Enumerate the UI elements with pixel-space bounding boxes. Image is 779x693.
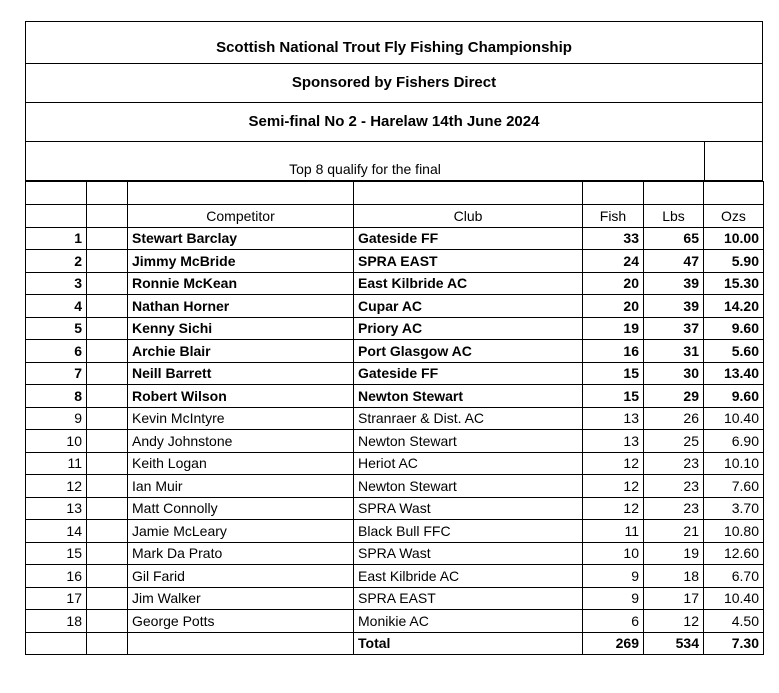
club-cell: Cupar AC — [354, 295, 583, 318]
table-row — [26, 385, 764, 408]
gap-cell — [87, 520, 128, 543]
position-cell: 3 — [26, 272, 87, 295]
results-sheet — [25, 21, 763, 655]
table-row — [26, 227, 764, 250]
ozs-cell: 10.40 — [704, 587, 764, 610]
ozs-cell: 7.60 — [704, 475, 764, 498]
gap-cell — [87, 565, 128, 588]
ozs-cell: 15.30 — [704, 272, 764, 295]
fish-cell: 15 — [583, 385, 644, 408]
table-row — [26, 520, 764, 543]
spacer-row — [26, 182, 764, 205]
ozs-cell: 10.80 — [704, 520, 764, 543]
header-club: Club — [354, 205, 583, 228]
club-cell: Priory AC — [354, 317, 583, 340]
header-ozs: Ozs — [704, 205, 764, 228]
table-row — [26, 587, 764, 610]
club-cell: SPRA EAST — [354, 587, 583, 610]
competitor-cell: Matt Connolly — [128, 497, 354, 520]
lbs-cell: 30 — [644, 362, 704, 385]
lbs-cell: 39 — [644, 295, 704, 318]
ozs-cell: 12.60 — [704, 542, 764, 565]
fish-cell: 13 — [583, 430, 644, 453]
table-row — [26, 542, 764, 565]
table-row — [26, 430, 764, 453]
gap-cell — [87, 452, 128, 475]
club-cell: East Kilbride AC — [354, 272, 583, 295]
position-cell: 9 — [26, 407, 87, 430]
ozs-cell: 13.40 — [704, 362, 764, 385]
club-cell: Newton Stewart — [354, 385, 583, 408]
lbs-cell: 47 — [644, 250, 704, 273]
fish-cell: 16 — [583, 340, 644, 363]
club-cell: SPRA Wast — [354, 497, 583, 520]
fish-cell: 19 — [583, 317, 644, 340]
position-cell: 5 — [26, 317, 87, 340]
gap-cell — [87, 295, 128, 318]
ozs-cell: 3.70 — [704, 497, 764, 520]
table-row — [26, 362, 764, 385]
fish-cell: 6 — [583, 610, 644, 633]
position-cell: 15 — [26, 542, 87, 565]
qualify-note: Top 8 qualify for the final — [289, 161, 441, 177]
lbs-cell: 18 — [644, 565, 704, 588]
position-cell: 6 — [26, 340, 87, 363]
gap-cell — [87, 407, 128, 430]
gap-cell — [87, 497, 128, 520]
club-cell: Heriot AC — [354, 452, 583, 475]
lbs-cell: 31 — [644, 340, 704, 363]
header-blank — [87, 205, 128, 228]
ozs-cell: 10.10 — [704, 452, 764, 475]
competitor-cell: Kenny Sichi — [128, 317, 354, 340]
position-cell: 7 — [26, 362, 87, 385]
lbs-cell: 25 — [644, 430, 704, 453]
table-row — [26, 452, 764, 475]
gap-cell — [87, 587, 128, 610]
club-cell: Gateside FF — [354, 362, 583, 385]
gap-cell — [87, 430, 128, 453]
sponsor-line: Sponsored by Fishers Direct — [25, 64, 763, 103]
position-cell: 8 — [26, 385, 87, 408]
gap-cell — [87, 610, 128, 633]
position-cell: 11 — [26, 452, 87, 475]
ozs-cell: 5.60 — [704, 340, 764, 363]
fish-cell: 9 — [583, 565, 644, 588]
gap-cell — [87, 272, 128, 295]
ozs-cell: 9.60 — [704, 317, 764, 340]
club-cell: Stranraer & Dist. AC — [354, 407, 583, 430]
club-cell: Newton Stewart — [354, 475, 583, 498]
note-divider — [704, 142, 705, 180]
header-row — [26, 205, 764, 228]
table-row — [26, 340, 764, 363]
event-line: Semi-final No 2 - Harelaw 14th June 2024 — [25, 103, 763, 142]
gap-cell — [87, 340, 128, 363]
gap-cell — [87, 475, 128, 498]
competitor-cell: Mark Da Prato — [128, 542, 354, 565]
fish-cell: 33 — [583, 227, 644, 250]
fish-cell: 24 — [583, 250, 644, 273]
club-cell: East Kilbride AC — [354, 565, 583, 588]
position-cell: 4 — [26, 295, 87, 318]
total-row — [26, 632, 764, 655]
position-cell: 1 — [26, 227, 87, 250]
ozs-cell: 14.20 — [704, 295, 764, 318]
position-cell: 13 — [26, 497, 87, 520]
table-row — [26, 497, 764, 520]
competitor-cell: Gil Farid — [128, 565, 354, 588]
competitor-cell: Jamie McLeary — [128, 520, 354, 543]
ozs-cell: 4.50 — [704, 610, 764, 633]
club-cell: Port Glasgow AC — [354, 340, 583, 363]
fish-cell: 15 — [583, 362, 644, 385]
ozs-cell: 9.60 — [704, 385, 764, 408]
ozs-cell: 5.90 — [704, 250, 764, 273]
club-cell: Newton Stewart — [354, 430, 583, 453]
competitor-cell: Robert Wilson — [128, 385, 354, 408]
lbs-cell: 23 — [644, 452, 704, 475]
table-row — [26, 610, 764, 633]
total-gap-cell — [87, 632, 128, 655]
gap-cell — [87, 317, 128, 340]
lbs-cell: 23 — [644, 475, 704, 498]
total-name-cell — [128, 632, 354, 655]
lbs-cell: 23 — [644, 497, 704, 520]
fish-cell: 11 — [583, 520, 644, 543]
lbs-cell: 65 — [644, 227, 704, 250]
total-ozs: 7.30 — [704, 632, 764, 655]
header-fish: Fish — [583, 205, 644, 228]
lbs-cell: 29 — [644, 385, 704, 408]
competitor-cell: Archie Blair — [128, 340, 354, 363]
lbs-cell: 19 — [644, 542, 704, 565]
position-cell: 17 — [26, 587, 87, 610]
fish-cell: 12 — [583, 452, 644, 475]
fish-cell: 20 — [583, 272, 644, 295]
club-cell: Gateside FF — [354, 227, 583, 250]
lbs-cell: 17 — [644, 587, 704, 610]
table-row — [26, 407, 764, 430]
competitor-cell: Keith Logan — [128, 452, 354, 475]
competitor-cell: Jimmy McBride — [128, 250, 354, 273]
competitor-cell: Andy Johnstone — [128, 430, 354, 453]
ozs-cell: 6.90 — [704, 430, 764, 453]
table-row — [26, 295, 764, 318]
fish-cell: 12 — [583, 475, 644, 498]
total-fish: 269 — [583, 632, 644, 655]
table-row — [26, 475, 764, 498]
fish-cell: 9 — [583, 587, 644, 610]
championship-title: Scottish National Trout Fly Fishing Championship — [25, 21, 763, 64]
competitor-cell: Kevin McIntyre — [128, 407, 354, 430]
club-cell: SPRA EAST — [354, 250, 583, 273]
fish-cell: 13 — [583, 407, 644, 430]
lbs-cell: 21 — [644, 520, 704, 543]
header-competitor: Competitor — [128, 205, 354, 228]
table-row — [26, 565, 764, 588]
gap-cell — [87, 362, 128, 385]
note-row — [25, 142, 763, 181]
competitor-cell: Stewart Barclay — [128, 227, 354, 250]
table-row — [26, 272, 764, 295]
competitor-cell: Ian Muir — [128, 475, 354, 498]
position-cell: 14 — [26, 520, 87, 543]
header-position — [26, 205, 87, 228]
total-pos-cell — [26, 632, 87, 655]
results-table — [25, 181, 764, 655]
club-cell: Monikie AC — [354, 610, 583, 633]
competitor-cell: Nathan Horner — [128, 295, 354, 318]
lbs-cell: 39 — [644, 272, 704, 295]
position-cell: 2 — [26, 250, 87, 273]
gap-cell — [87, 542, 128, 565]
lbs-cell: 37 — [644, 317, 704, 340]
fish-cell: 20 — [583, 295, 644, 318]
competitor-cell: George Potts — [128, 610, 354, 633]
competitor-cell: Ronnie McKean — [128, 272, 354, 295]
header-lbs: Lbs — [644, 205, 704, 228]
lbs-cell: 26 — [644, 407, 704, 430]
position-cell: 12 — [26, 475, 87, 498]
gap-cell — [87, 385, 128, 408]
ozs-cell: 6.70 — [704, 565, 764, 588]
fish-cell: 10 — [583, 542, 644, 565]
ozs-cell: 10.40 — [704, 407, 764, 430]
club-cell: Black Bull FFC — [354, 520, 583, 543]
ozs-cell: 10.00 — [704, 227, 764, 250]
position-cell: 10 — [26, 430, 87, 453]
gap-cell — [87, 250, 128, 273]
gap-cell — [87, 227, 128, 250]
position-cell: 18 — [26, 610, 87, 633]
table-row — [26, 250, 764, 273]
table-row — [26, 317, 764, 340]
total-lbs: 534 — [644, 632, 704, 655]
position-cell: 16 — [26, 565, 87, 588]
fish-cell: 12 — [583, 497, 644, 520]
competitor-cell: Neill Barrett — [128, 362, 354, 385]
total-label: Total — [354, 632, 583, 655]
competitor-cell: Jim Walker — [128, 587, 354, 610]
club-cell: SPRA Wast — [354, 542, 583, 565]
lbs-cell: 12 — [644, 610, 704, 633]
